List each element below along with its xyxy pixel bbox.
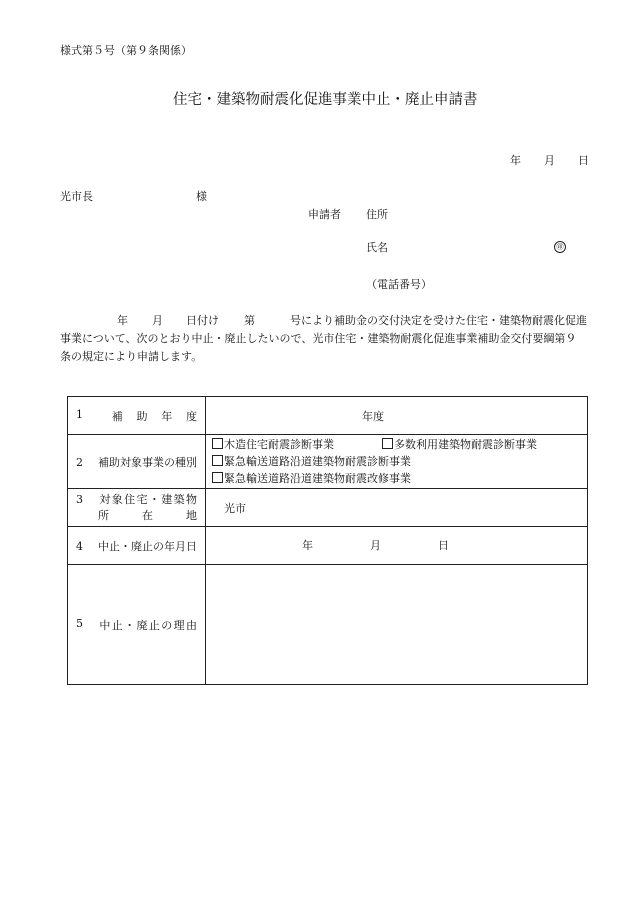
- label-char: ・: [124, 618, 136, 632]
- form-number: 様式第５号（第９条関係）: [60, 44, 192, 57]
- subsidy-year-field[interactable]: [206, 397, 588, 435]
- label-char: 年: [161, 409, 173, 423]
- label-char: 物: [186, 492, 197, 506]
- body-line1-rest: 号により補助金の交付決定を受けた住宅・建築物耐震化促進: [290, 314, 587, 327]
- stop-date-year: 年: [302, 538, 313, 552]
- project-type-label-text: 補助対象事業の種別: [98, 455, 197, 469]
- applicant-address-label: 住所: [366, 208, 388, 221]
- body-line3: 条の規定により申請します。: [60, 350, 203, 363]
- label-char: 住: [124, 492, 136, 506]
- label-char: 補: [111, 409, 123, 423]
- row-number: 4: [76, 539, 83, 553]
- stop-date-month: 月: [370, 538, 381, 552]
- label-char: ・: [148, 492, 160, 506]
- option-wooden-house-diagnosis[interactable]: [212, 436, 382, 453]
- applicant-name-label: 氏名: [366, 241, 388, 254]
- date-year: 年: [510, 154, 521, 167]
- row-number: 5: [76, 616, 83, 630]
- label-char: 建: [161, 492, 173, 506]
- body-date-suffix: 日付け: [186, 314, 219, 327]
- label-char: 宅: [136, 492, 148, 506]
- body-line2: 事業について、次のとおり中止・廃止したいので、光市住宅・建築物耐震化促進事業補助金交付要綱第９: [60, 332, 577, 345]
- addressee-honorific: 様: [196, 190, 207, 203]
- subsidy-year-label: [68, 397, 206, 435]
- option-multi-use-building-diagnosis[interactable]: [382, 436, 537, 453]
- label-char: 中: [99, 618, 111, 632]
- label-char: 象: [111, 492, 123, 506]
- stop-date-label-text: 中止・廃止の年月日: [98, 539, 197, 553]
- label-char: 対: [99, 492, 111, 506]
- body-number-prefix: 第: [244, 314, 255, 327]
- option-emergency-road-diagnosis[interactable]: [212, 453, 411, 470]
- label-char: の: [161, 618, 173, 632]
- reason-field[interactable]: [206, 565, 588, 685]
- row-number: 2: [76, 455, 83, 469]
- label-char: 所: [98, 508, 109, 522]
- label-char: 止: [148, 618, 160, 632]
- body-month: 月: [152, 314, 163, 327]
- location-label: [68, 489, 206, 527]
- application-table: [67, 396, 588, 685]
- subsidy-year-value: 年度: [362, 409, 384, 423]
- applicant-label: 申請者: [308, 208, 341, 221]
- stop-date-label: [68, 527, 206, 565]
- row-number: 3: [76, 492, 83, 506]
- date-day: 日: [578, 154, 589, 167]
- table-row-project-type: [68, 435, 588, 489]
- label-char: 助: [136, 409, 148, 423]
- location-field[interactable]: [206, 489, 588, 527]
- option-label: 木造住宅耐震診断事業: [224, 438, 334, 451]
- applicant-phone-label: （電話番号）: [366, 278, 432, 291]
- row-number: 1: [76, 407, 83, 421]
- stop-date-field[interactable]: [206, 527, 588, 565]
- body-year: 年: [117, 314, 128, 327]
- option-label: 緊急輸送道路沿道建築物耐震診断事業: [224, 455, 411, 468]
- label-char: 築: [173, 492, 185, 506]
- project-type-label: [68, 435, 206, 489]
- option-label: 多数利用建築物耐震診断事業: [394, 438, 537, 451]
- label-char: 由: [186, 618, 197, 632]
- location-value: 光市: [224, 501, 246, 515]
- label-char: 止: [111, 618, 123, 632]
- option-label: 緊急輸送道路沿道建築物耐震改修事業: [224, 472, 411, 485]
- option-emergency-road-retrofit[interactable]: [212, 470, 411, 487]
- stop-date-day: 日: [438, 538, 449, 552]
- label-char: 廃: [136, 618, 148, 632]
- table-row-reason: [68, 565, 588, 685]
- project-type-options: [206, 435, 588, 489]
- checkbox-icon[interactable]: [212, 472, 223, 483]
- label-char: 在: [142, 508, 153, 522]
- page-title: 住宅・建築物耐震化促進事業中止・廃止申請書: [173, 92, 478, 108]
- table-row-stop-date: [68, 527, 588, 565]
- checkbox-icon[interactable]: [382, 438, 393, 449]
- reason-label: [68, 565, 206, 685]
- checkbox-icon[interactable]: [212, 438, 223, 449]
- table-row-subsidy-year: [68, 397, 588, 435]
- date-month: 月: [544, 154, 555, 167]
- table-row-location: [68, 489, 588, 527]
- seal-icon: ㊞: [554, 241, 566, 253]
- checkbox-icon[interactable]: [212, 455, 223, 466]
- addressee-mayor: 光市長: [60, 190, 93, 203]
- label-char: 度: [186, 409, 197, 423]
- label-char: 理: [173, 618, 185, 632]
- label-char: 地: [186, 508, 197, 522]
